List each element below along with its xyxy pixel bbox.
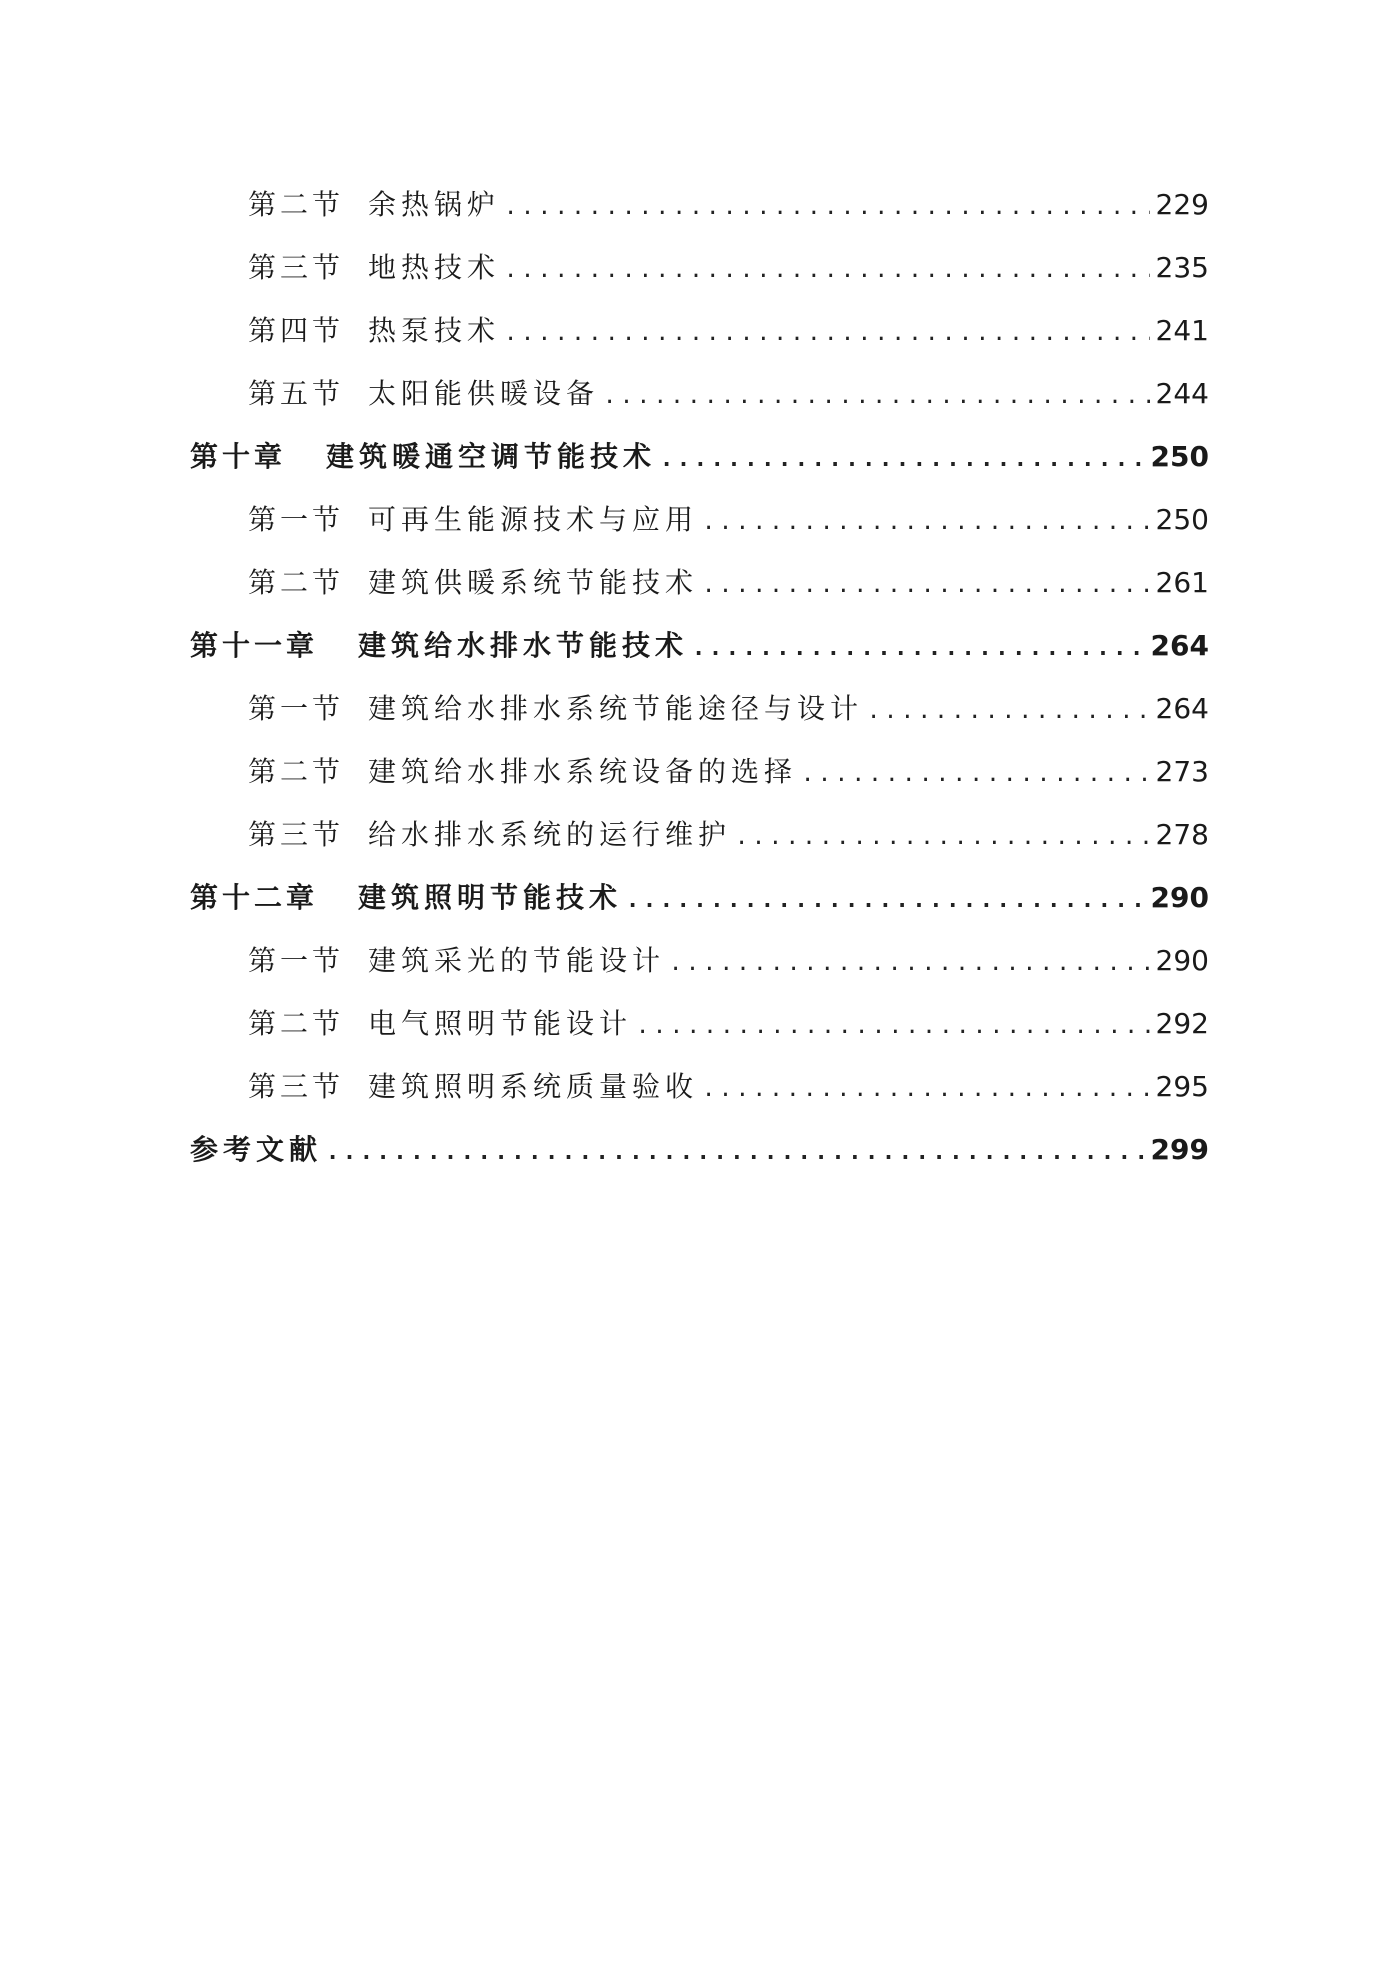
dot-leader (636, 1014, 1150, 1039)
section-number: 第五节 (248, 377, 345, 410)
section-number: 第二节 (248, 566, 345, 599)
dot-leader (702, 1077, 1150, 1102)
section-number: 第一节 (248, 503, 345, 536)
table-of-contents (190, 183, 1209, 1191)
dot-leader (504, 195, 1150, 220)
toc-entry-section[interactable] (190, 561, 1209, 624)
toc-entry-section[interactable] (190, 939, 1209, 1002)
page-number: 290 (1150, 881, 1209, 914)
dot-leader (603, 384, 1150, 409)
chapter-title: 建筑照明节能技术 (358, 881, 623, 914)
dot-leader (326, 1140, 1145, 1165)
references-title: 参考文献 (190, 1133, 323, 1166)
chapter-number: 第十一章 (190, 629, 319, 662)
page-number: 295 (1155, 1070, 1209, 1103)
page-number: 229 (1155, 188, 1209, 221)
chapter-number: 第十章 (190, 440, 287, 473)
section-number: 第三节 (248, 251, 345, 284)
dot-leader (735, 825, 1150, 850)
section-title: 热泵技术 (368, 314, 501, 347)
dot-leader (702, 510, 1150, 535)
dot-leader (626, 888, 1145, 913)
section-number: 第四节 (248, 314, 345, 347)
dot-leader (660, 447, 1145, 472)
chapter-number: 第十二章 (190, 881, 319, 914)
toc-entry-section[interactable] (190, 498, 1209, 561)
section-title: 可再生能源技术与应用 (368, 503, 699, 536)
section-title: 电气照明节能设计 (368, 1007, 633, 1040)
page-number: 292 (1155, 1007, 1209, 1040)
toc-entry-section[interactable] (190, 687, 1209, 750)
toc-entry-section[interactable] (190, 372, 1209, 435)
section-title: 余热锅炉 (368, 188, 501, 221)
toc-entry-section[interactable] (190, 246, 1209, 309)
page-number: 290 (1155, 944, 1209, 977)
toc-entry-chapter[interactable] (190, 435, 1209, 498)
section-number: 第一节 (248, 692, 345, 725)
page-number: 264 (1155, 692, 1209, 725)
page-number: 250 (1150, 440, 1209, 473)
chapter-title: 建筑给水排水节能技术 (358, 629, 689, 662)
section-number: 第三节 (248, 1070, 345, 1103)
dot-leader (504, 321, 1150, 346)
section-title: 建筑采光的节能设计 (368, 944, 666, 977)
section-title: 给水排水系统的运行维护 (368, 818, 732, 851)
dot-leader (702, 573, 1150, 598)
page-number: 235 (1155, 251, 1209, 284)
section-title: 建筑给水排水系统设备的选择 (368, 755, 798, 788)
page-number: 264 (1150, 629, 1209, 662)
toc-entry-references[interactable] (190, 1128, 1209, 1191)
section-title: 建筑照明系统质量验收 (368, 1070, 699, 1103)
section-title: 地热技术 (368, 251, 501, 284)
page-number: 250 (1155, 503, 1209, 536)
dot-leader (504, 258, 1150, 283)
toc-entry-section[interactable] (190, 750, 1209, 813)
toc-entry-section[interactable] (190, 183, 1209, 246)
dot-leader (867, 699, 1150, 724)
toc-entry-chapter[interactable] (190, 624, 1209, 687)
section-title: 建筑供暖系统节能技术 (368, 566, 699, 599)
page-number: 299 (1150, 1133, 1209, 1166)
page-number: 278 (1155, 818, 1209, 851)
section-number: 第二节 (248, 188, 345, 221)
toc-entry-section[interactable] (190, 1002, 1209, 1065)
section-number: 第一节 (248, 944, 345, 977)
toc-entry-chapter[interactable] (190, 876, 1209, 939)
section-title: 建筑给水排水系统节能途径与设计 (368, 692, 864, 725)
section-number: 第三节 (248, 818, 345, 851)
dot-leader (801, 762, 1150, 787)
dot-leader (692, 636, 1145, 661)
dot-leader (669, 951, 1150, 976)
toc-entry-section[interactable] (190, 309, 1209, 372)
toc-entry-section[interactable] (190, 1065, 1209, 1128)
page-number: 261 (1155, 566, 1209, 599)
section-number: 第二节 (248, 1007, 345, 1040)
section-title: 太阳能供暖设备 (368, 377, 600, 410)
toc-entry-section[interactable] (190, 813, 1209, 876)
page-number: 273 (1155, 755, 1209, 788)
section-number: 第二节 (248, 755, 345, 788)
chapter-title: 建筑暖通空调节能技术 (326, 440, 657, 473)
page-number: 244 (1155, 377, 1209, 410)
page-number: 241 (1155, 314, 1209, 347)
